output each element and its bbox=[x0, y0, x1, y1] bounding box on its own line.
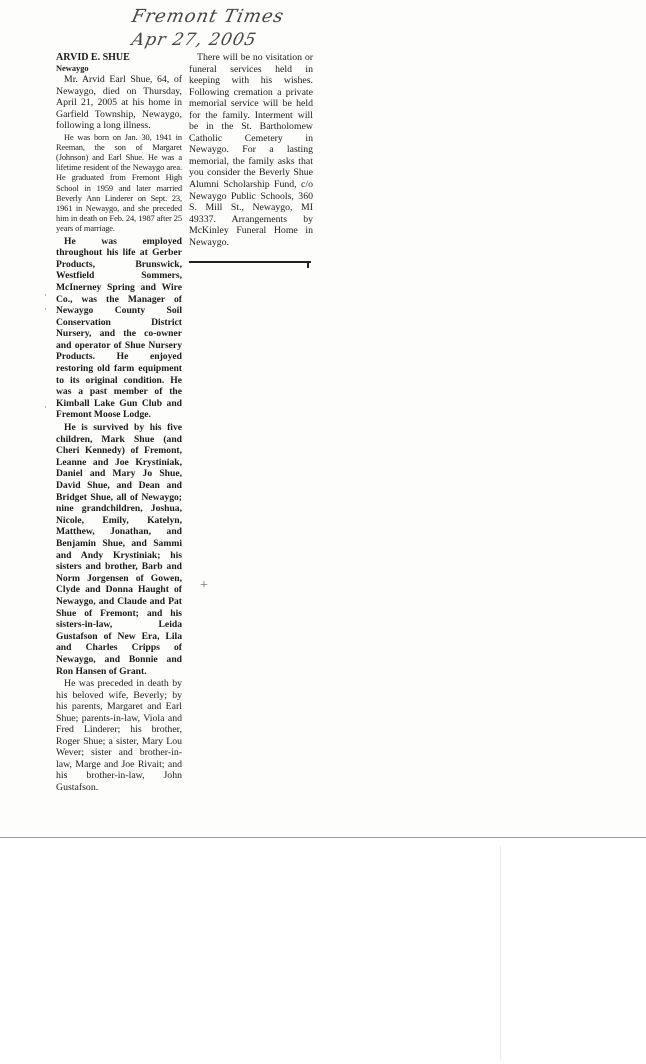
scan-mark: + bbox=[200, 578, 208, 593]
column-end-rule-tick bbox=[307, 261, 309, 268]
obituary-paragraph-1: Mr. Arvid Earl Shue, 64, of Newaygo, died on Thursday, April 21, 2005 at his home in Garfield Township, Newaygo, following a long illness. bbox=[56, 74, 182, 131]
scan-speck: · bbox=[44, 290, 47, 300]
obituary-column-1 bbox=[56, 52, 182, 794]
scan-shadow-line bbox=[500, 845, 501, 1060]
obituary-headline: ARVID E. SHUE bbox=[56, 52, 130, 63]
obituary-paragraph-5: He was preceded in death by his beloved wife, Beverly; by his parents, Margaret and Earl Shue; parents-in-law, Viola and Fred Linderer; his brother, Roger Shue; a sister, Mary Lou Wever; sister and brother-in-law, Marge and Joe Rivait; and his brother-in-law, John Gustafson. bbox=[56, 678, 182, 793]
obituary-column-2 bbox=[189, 52, 313, 249]
obituary-paragraph-3: He was employed throughout his life at Gerber Products, Brunswick, Westfield Sommers, McInerney Spring and Wire Co., was the Manager of Newaygo County Soil Conservation District Nursery, and the co-owner and operator of Shue Nursery Products. He enjoyed restoring old farm equipment to its original condition. He was a past member of the Kimball Lake Gun Club and Fremont Moose Lodge. bbox=[56, 235, 182, 421]
obituary-paragraph-2: He was born on Jan. 30, 1941 in Reeman, the son of Margaret (Johnson) and Earl Shue. He was a lifetime resident of the Newaygo area. He graduated from Fremont High School in 1959 and later married Beverly Ann Linderer on Sept. 23, 1961 in Newaygo, and she preceded him in death on Feb. 24, 1987 after 25 years of marriage. bbox=[56, 132, 182, 234]
obituary-location: Newaygo bbox=[56, 64, 89, 73]
obituary-paragraph-6: There will be no visitation or funeral services held in keeping with his wishes. Following cremation a private memorial service will be held for the family. Interment will be in the St. Bartholomew Catholic Cemetery in Newaygo. For a lasting memorial, the family asks that you consider the Beverly Shue Alumni Scholarship Fund, c/o Newaygo Public Schools, 360 S. Mill St., Newaygo, MI 49337. Arrangements by McKinley Funeral Home in Newaygo. bbox=[189, 52, 313, 248]
scan-speck: · bbox=[44, 304, 47, 314]
handwritten-publication: Fremont Times bbox=[129, 6, 287, 27]
obituary-paragraph-4: He is survived by his five children, Mark Shue (and Cheri Kennedy) of Fremont, Leanne and Joe Krystiniak, Daniel and Mary Jo Shue, David Shue, and Dean and Bridget Shue, all of Newaygo; nine grandchildren, Joshua, Nicole, Emily, Katelyn, Matthew, Jonathan, and Benjamin Shue, and Sammi and Andy Krystiniak; his sisters and brother, Barb and Norm Jorgensen of Gowen, Clyde and Donna Haught of Newaygo, and Claude and Pat Shue of Fremont; and his sisters-in-law, Leida Gustafson of New Era, Lila and Charles Cripps of Newaygo, and Bonnie and Ron Hansen of Grant. bbox=[56, 422, 182, 677]
scan-page-edge bbox=[0, 837, 646, 838]
column-end-rule bbox=[189, 261, 311, 263]
handwritten-date: Apr 27, 2005 bbox=[129, 30, 259, 50]
scan-speck: · bbox=[44, 402, 47, 412]
